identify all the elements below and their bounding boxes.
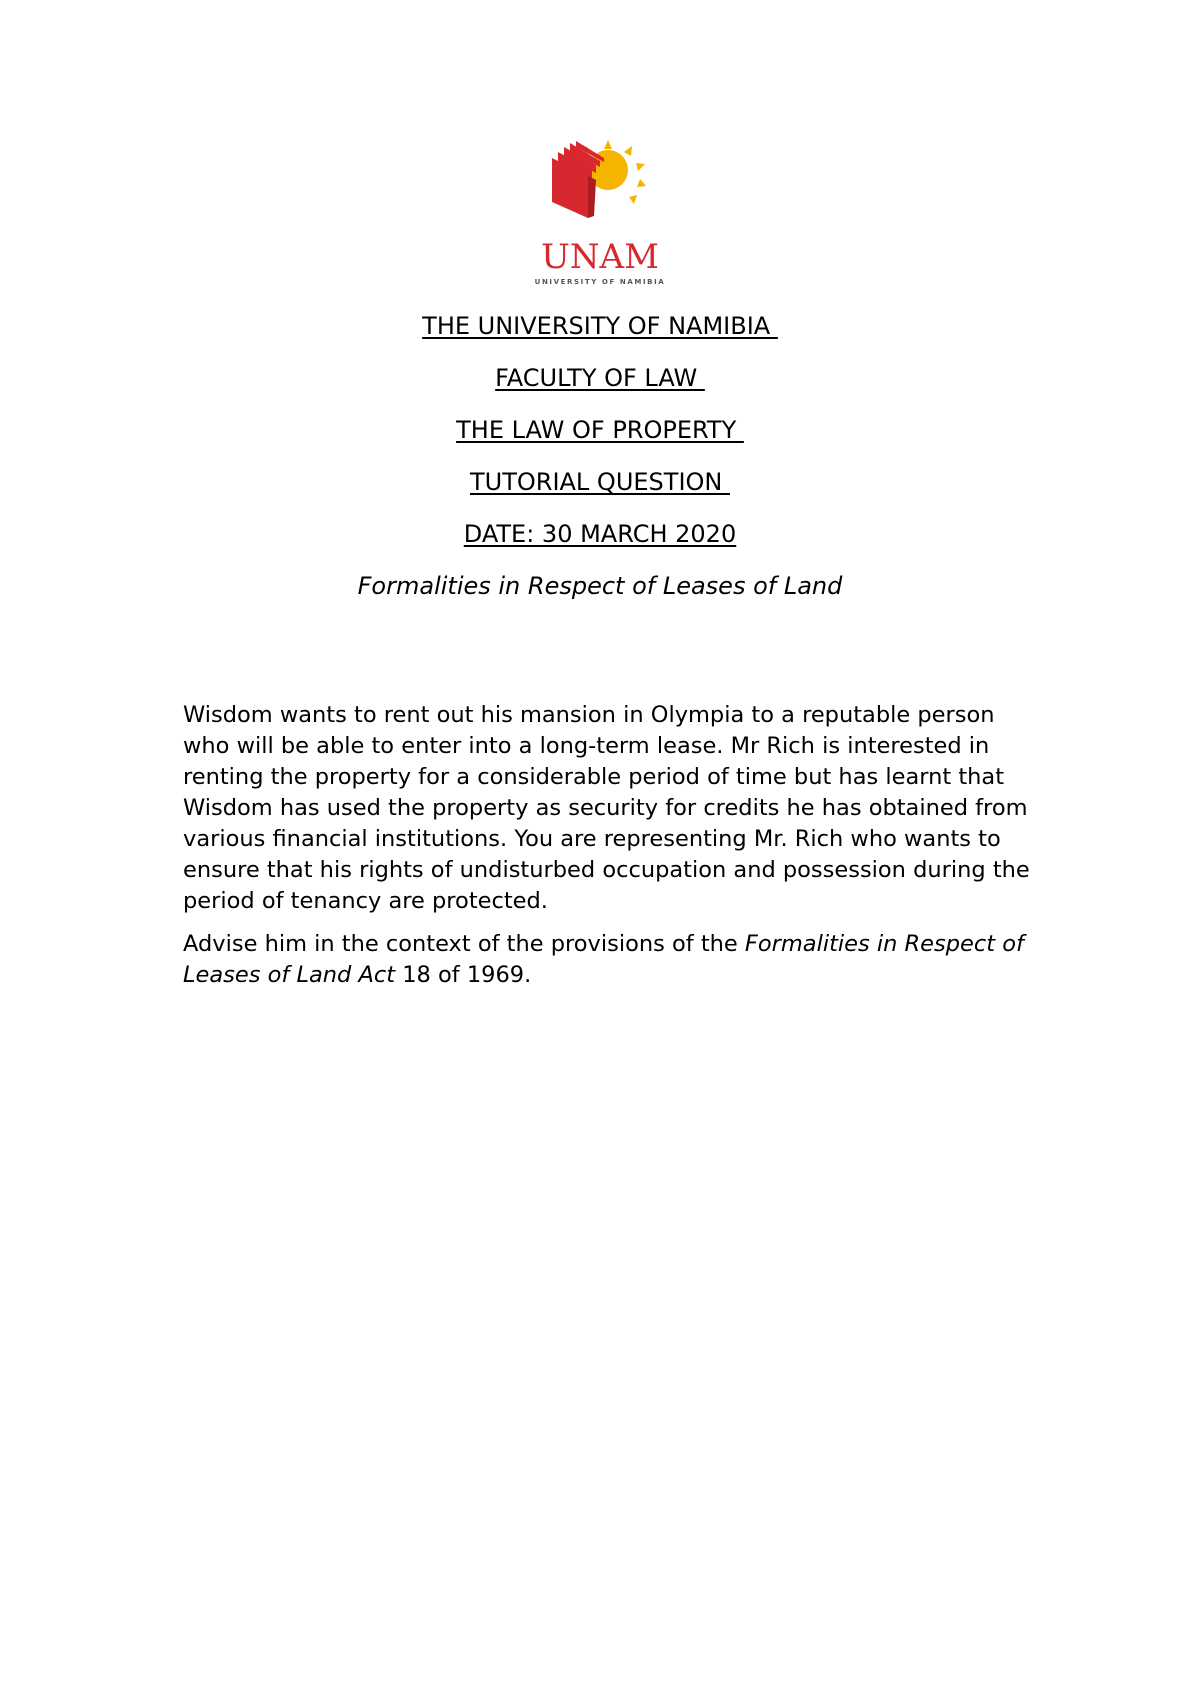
logo-wordmark: UNAM bbox=[541, 237, 659, 277]
date-line: DATE: 30 MARCH 2020 bbox=[463, 520, 737, 548]
logo-tagline: UNIVERSITY OF NAMIBIA bbox=[534, 278, 666, 286]
document-type-title: TUTORIAL QUESTION bbox=[469, 468, 730, 496]
unam-logo bbox=[530, 140, 670, 290]
question-body bbox=[183, 700, 1033, 1003]
question-paragraph: Wisdom wants to rent out his mansion in Olympia to a reputable person who will be able to enter into a long-term lease. Mr Rich is interested in renting the property for a considerable period of time but has learnt that Wisdom has used the property as security for credits he has obtained from various financial institutions. You are representing Mr. Rich who wants to ensure that his rights of undisturbed occupation and possession during the period of tenancy are protected. bbox=[183, 702, 1030, 914]
course-title: THE LAW OF PROPERTY bbox=[456, 416, 744, 444]
document-header bbox=[0, 300, 1200, 612]
instruction-paragraph bbox=[183, 929, 1033, 991]
institution-title: THE UNIVERSITY OF NAMIBIA bbox=[422, 312, 778, 340]
instruction-prefix: Advise him in the context of the provisions of the bbox=[183, 931, 745, 957]
faculty-title: FACULTY OF LAW bbox=[495, 364, 705, 392]
document-subtitle: Formalities in Respect of Leases of Land bbox=[357, 572, 843, 600]
instruction-suffix: 18 of 1969. bbox=[395, 962, 532, 988]
act-title: Formalities in Respect of Leases of Land Act bbox=[183, 931, 1024, 988]
